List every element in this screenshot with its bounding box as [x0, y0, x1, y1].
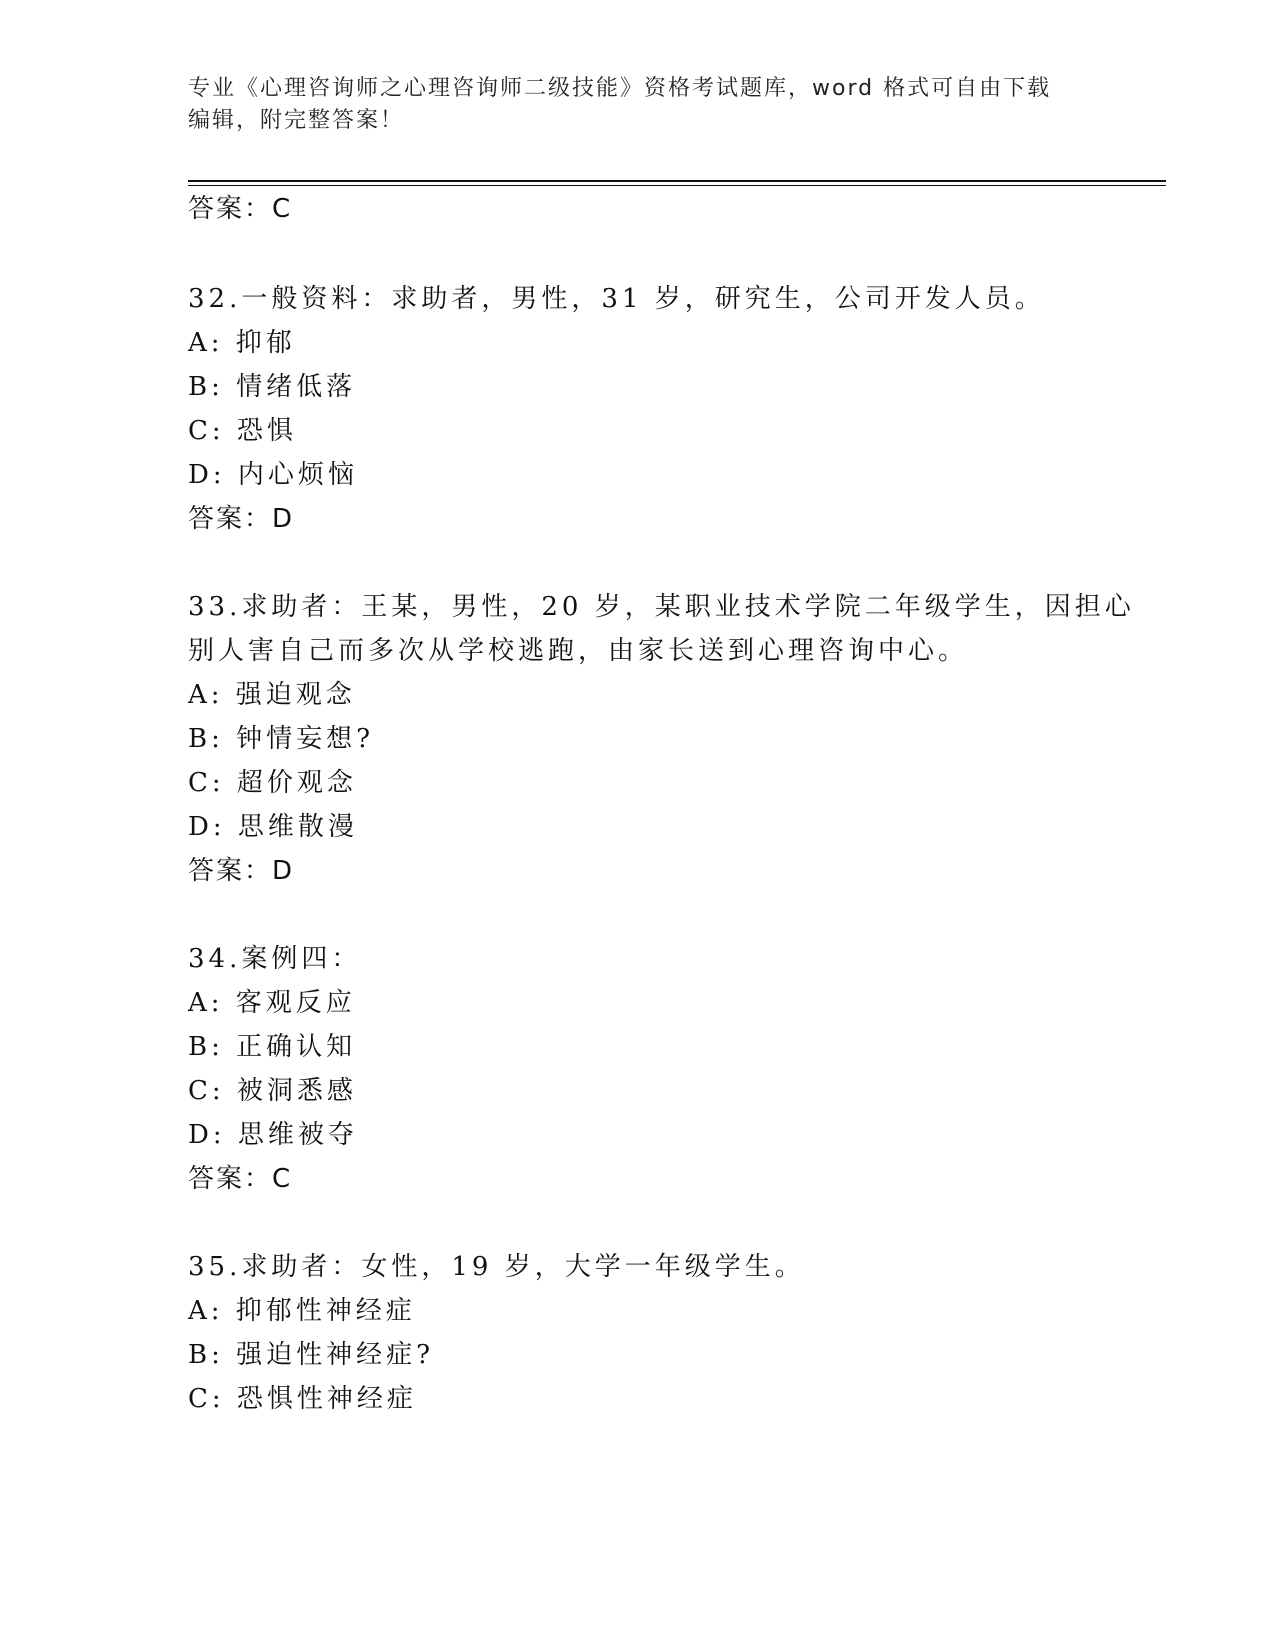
question-34-option-c: C: 被洞悉感 [188, 1076, 357, 1106]
question-32-answer: 答案：D [188, 504, 295, 534]
question-34-option-d: D: 思维被夺 [188, 1120, 358, 1150]
question-32-option-c: C: 恐惧 [188, 416, 297, 446]
question-32-option-a: A: 抑郁 [188, 328, 296, 358]
previous-answer: 答案：C [188, 194, 293, 224]
question-33-option-a: A: 强迫观念 [188, 680, 356, 710]
question-33-stem-line-2: 别人害自己而多次从学校逃跑，由家长送到心理咨询中心。 [188, 636, 969, 666]
header-line-1: 专业《心理咨询师之心理咨询师二级技能》资格考试题库，word 格式可自由下载 [188, 76, 1052, 101]
question-33-option-b: B: 钟情妄想? [188, 724, 375, 754]
question-32-stem: 32.一般资料：求助者，男性，31 岁，研究生，公司开发人员。 [188, 284, 1045, 314]
question-33-stem-line-1: 33.求助者：王某，男性，20 岁，某职业技术学院二年级学生，因担心 [188, 592, 1135, 622]
question-35-stem: 35.求助者：女性，19 岁，大学一年级学生。 [188, 1252, 805, 1282]
question-33-answer: 答案：D [188, 856, 295, 886]
question-35-option-a: A: 抑郁性神经症 [188, 1296, 416, 1326]
question-34-option-b: B: 正确认知 [188, 1032, 357, 1062]
header-divider [188, 180, 1166, 182]
document-header [188, 73, 1088, 137]
question-35-option-b: B: 强迫性神经症? [188, 1340, 435, 1370]
question-34-stem: 34.案例四： [188, 944, 362, 974]
header-line-2: 编辑，附完整答案！ [188, 108, 405, 133]
question-34-answer: 答案：C [188, 1164, 293, 1194]
question-35-option-c: C: 恐惧性神经症 [188, 1384, 417, 1414]
question-34-option-a: A: 客观反应 [188, 988, 356, 1018]
header-divider-thin [188, 185, 1166, 186]
question-32-option-d: D: 内心烦恼 [188, 460, 358, 490]
question-33-option-d: D: 思维散漫 [188, 812, 358, 842]
question-32-option-b: B: 情绪低落 [188, 372, 357, 402]
question-33-option-c: C: 超价观念 [188, 768, 357, 798]
